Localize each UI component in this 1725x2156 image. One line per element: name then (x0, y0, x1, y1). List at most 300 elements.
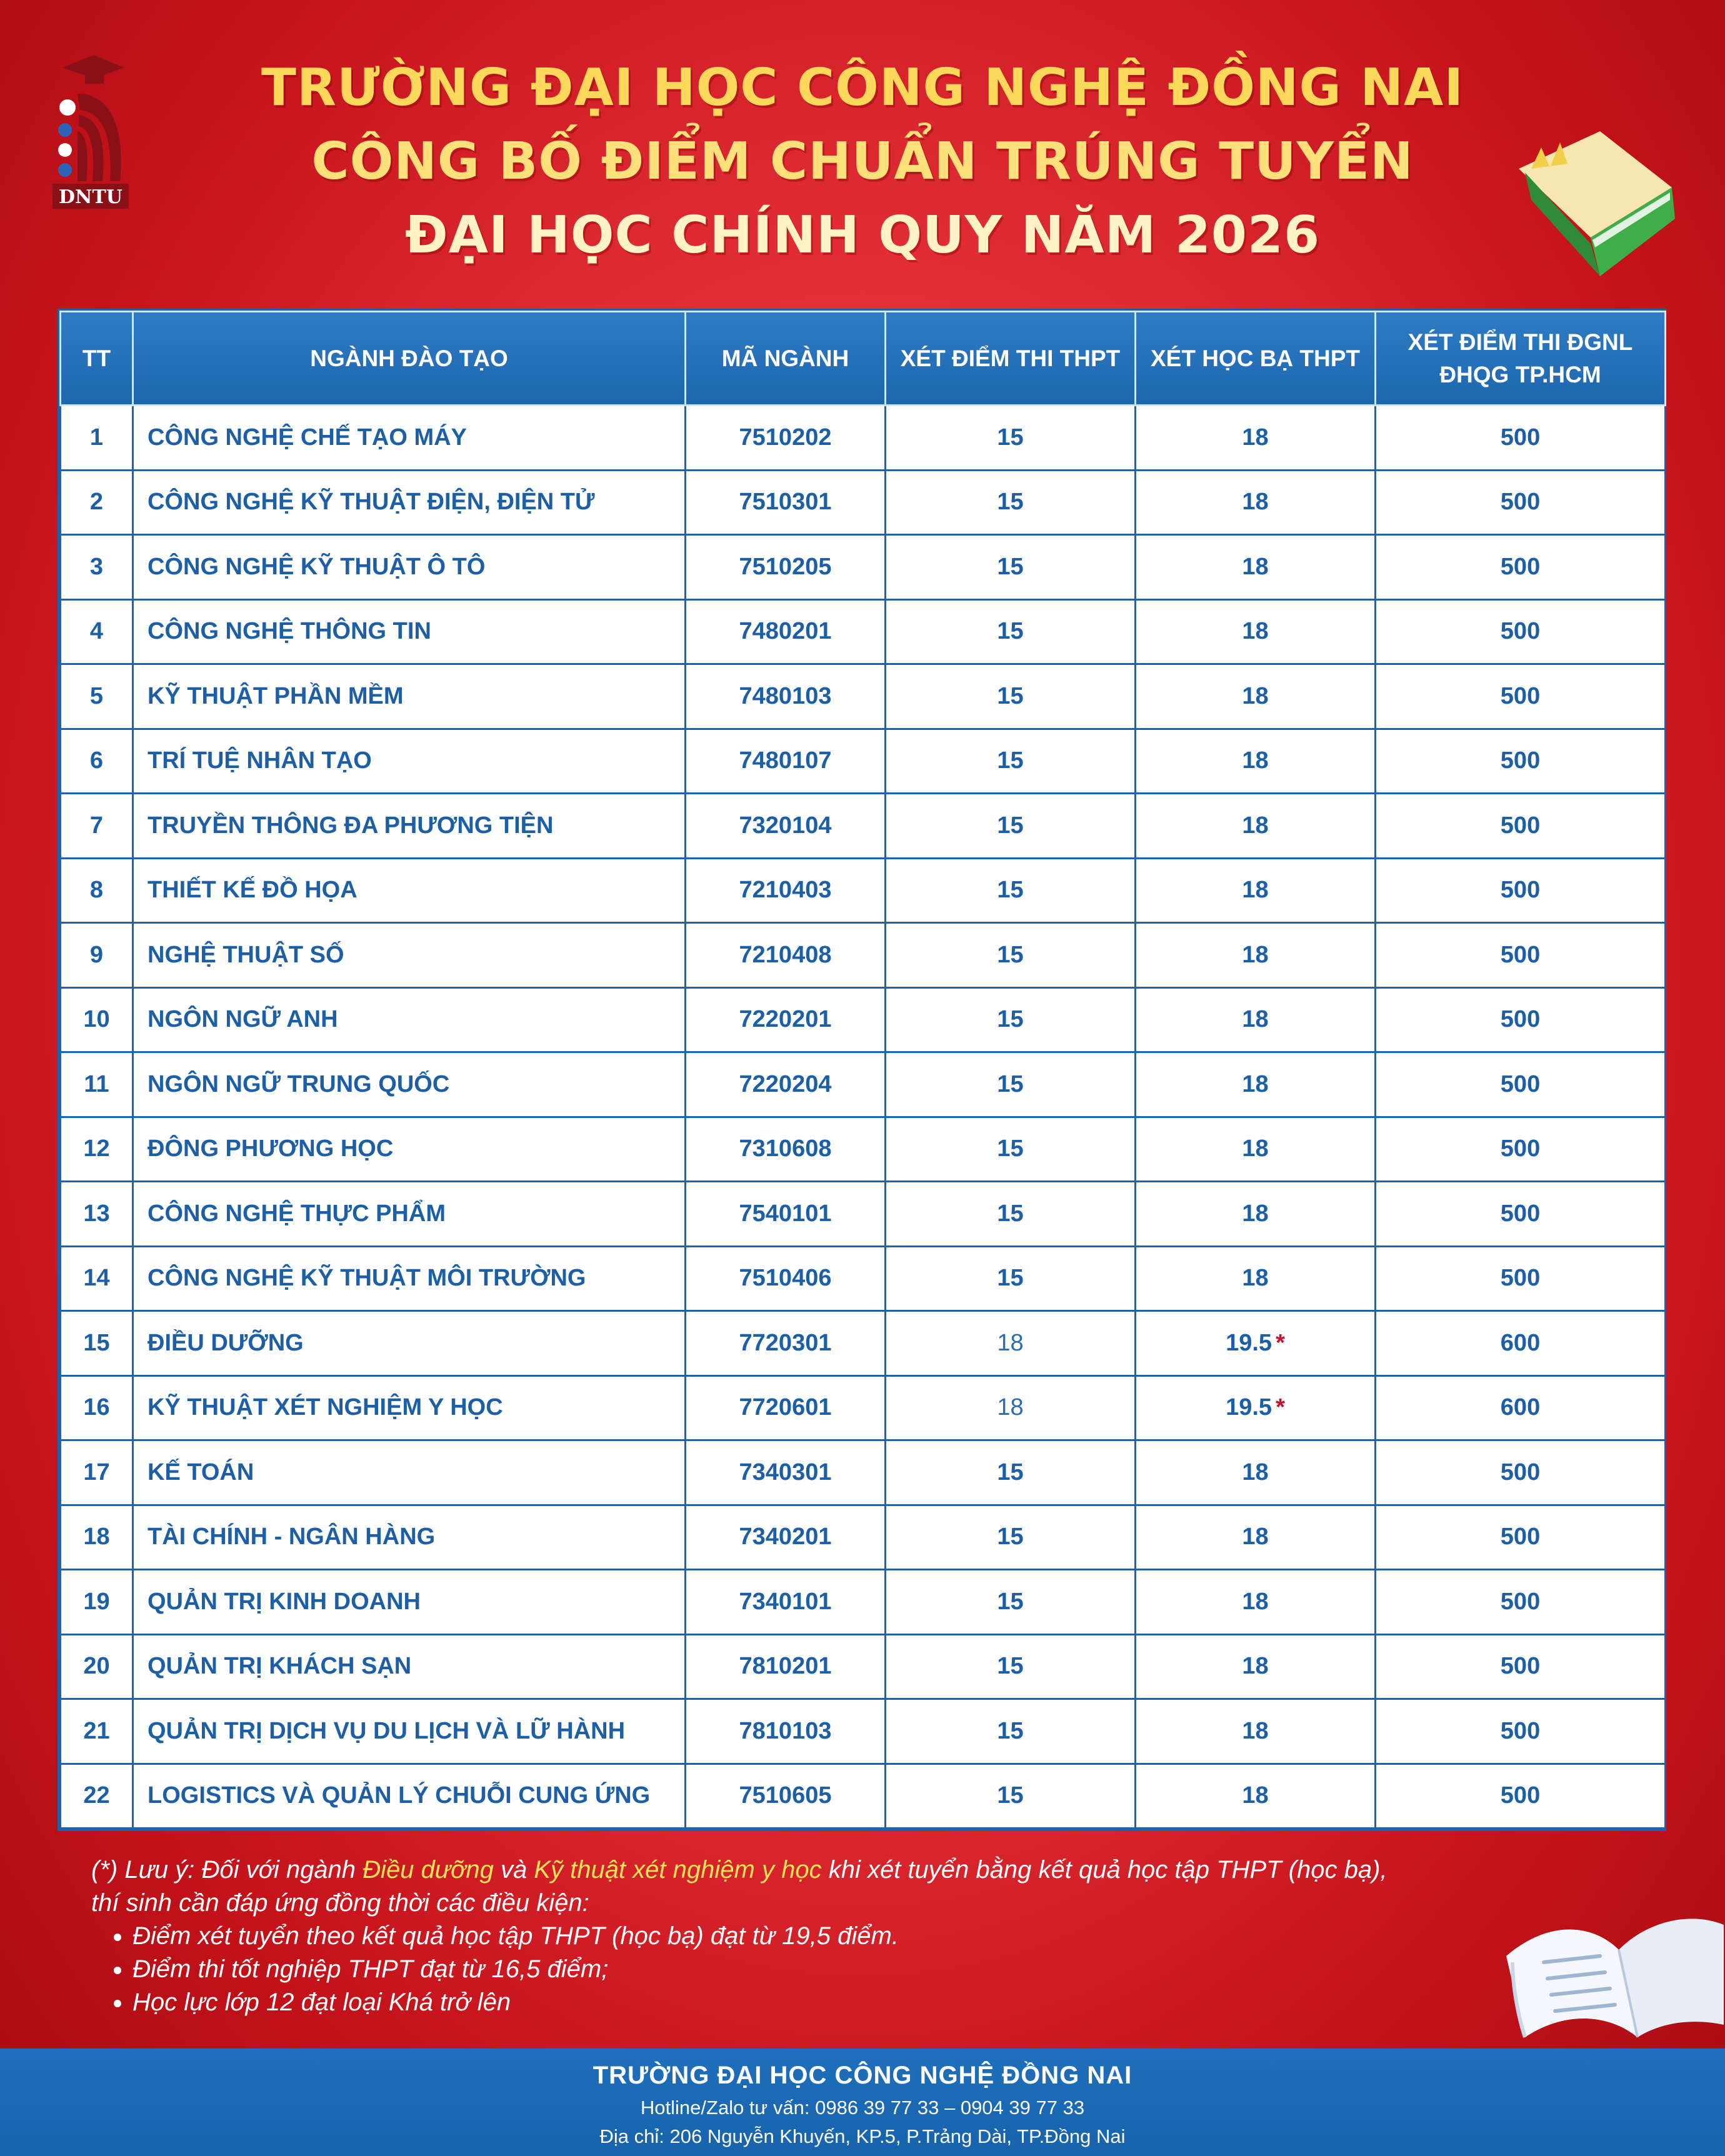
cell-transcript-score (1136, 1570, 1376, 1635)
cell-thpt-score-value: 15 (997, 1200, 1024, 1227)
cell-dgnl-score-value: 500 (1500, 1006, 1541, 1033)
admission-table (58, 309, 1666, 1831)
cell-thpt-score (886, 1764, 1136, 1829)
cell-transcript-score-value: 19.5 (1226, 1329, 1272, 1356)
cell-dgnl-score-value: 500 (1500, 1717, 1541, 1744)
cell-major (133, 1505, 686, 1570)
cell-major-value: NGÔN NGỮ TRUNG QUỐC (148, 1071, 450, 1097)
cell-transcript-score-value: 18 (1242, 682, 1269, 709)
cell-major (133, 858, 686, 923)
cell-thpt-score (886, 1375, 1136, 1440)
cell-major (133, 1182, 686, 1247)
table-row (61, 535, 1666, 600)
cell-thpt-score-value: 15 (997, 1265, 1024, 1292)
cell-transcript-score (1136, 1764, 1376, 1829)
table-row (61, 1764, 1666, 1829)
cell-transcript-score (1136, 987, 1376, 1052)
cell-major-value: TRÍ TUỆ NHÂN TẠO (148, 747, 372, 774)
cell-tt (61, 1570, 133, 1635)
asterisk-marker: * (1276, 1394, 1285, 1421)
cell-thpt-score-value: 15 (997, 1524, 1024, 1550)
cell-thpt-score (886, 599, 1136, 664)
cell-tt (61, 1699, 133, 1764)
cell-thpt-score (886, 1634, 1136, 1699)
cell-code-value: 7480201 (739, 618, 832, 645)
cell-major (133, 794, 686, 859)
cell-dgnl-score (1376, 1311, 1666, 1376)
table-row (61, 729, 1666, 794)
cell-code-value: 7340101 (739, 1588, 832, 1615)
cell-tt-value: 9 (89, 941, 104, 968)
cell-code-value: 7510406 (739, 1265, 832, 1292)
cell-major (133, 1246, 686, 1311)
cell-dgnl-score (1376, 1182, 1666, 1247)
cell-transcript-score-value: 18 (1242, 1006, 1269, 1033)
cell-tt (61, 664, 133, 729)
table-row (61, 599, 1666, 664)
cell-tt (61, 1440, 133, 1505)
cell-transcript-score-value: 18 (1242, 1071, 1269, 1097)
cell-code-value: 7310608 (739, 1135, 832, 1162)
cell-dgnl-score-value: 500 (1500, 682, 1541, 709)
cell-code (686, 1505, 886, 1570)
cell-major (133, 406, 686, 471)
cell-code (686, 406, 886, 471)
cell-code (686, 1052, 886, 1117)
header-dgnl-score: XÉT ĐIỂM THI ĐGNL ĐHQG TP.HCM (1376, 312, 1666, 406)
cell-dgnl-score-value: 500 (1500, 1588, 1541, 1615)
cell-tt (61, 729, 133, 794)
cell-code-value: 7320104 (739, 812, 832, 839)
cell-thpt-score-value: 15 (997, 1071, 1024, 1097)
note-suffix: khi xét tuyển bằng kết quả học tập THPT (học bạ), (821, 1856, 1388, 1884)
cell-dgnl-score (1376, 1699, 1666, 1764)
note-prefix: (*) Lưu ý: Đối với ngành (91, 1856, 363, 1884)
cell-transcript-score-value: 18 (1242, 1459, 1269, 1485)
cell-thpt-score-value: 18 (997, 1394, 1024, 1421)
cell-dgnl-score-value: 500 (1500, 618, 1541, 645)
cell-code-value: 7810103 (739, 1717, 832, 1744)
table-row (61, 1634, 1666, 1699)
footer-hotline: Hotline/Zalo tư vấn: 0986 39 77 33 – 0904 39 77 33 (640, 2097, 1085, 2119)
cell-dgnl-score (1376, 1634, 1666, 1699)
cell-transcript-score-value: 18 (1242, 618, 1269, 645)
table-row (61, 1052, 1666, 1117)
cell-thpt-score-value: 15 (997, 489, 1024, 516)
cell-thpt-score (886, 470, 1136, 535)
table-row (61, 1375, 1666, 1440)
cell-transcript-score-value: 18 (1242, 812, 1269, 839)
condition-list (91, 1920, 1591, 2019)
cell-tt-value: 22 (83, 1782, 110, 1809)
cell-major-value: TRUYỀN THÔNG ĐA PHƯƠNG TIỆN (148, 812, 554, 839)
table-row (61, 858, 1666, 923)
cell-major-value: QUẢN TRỊ DỊCH VỤ DU LỊCH VÀ LỮ HÀNH (148, 1717, 626, 1744)
cell-thpt-score (886, 1440, 1136, 1505)
cell-major (133, 1375, 686, 1440)
cell-tt-value: 5 (89, 682, 104, 709)
header-transcript-score: XÉT HỌC BẠ THPT (1136, 312, 1376, 406)
cell-code (686, 535, 886, 600)
cell-code (686, 923, 886, 988)
cell-major-value: QUẢN TRỊ KINH DOANH (148, 1588, 421, 1615)
table-row (61, 1699, 1666, 1764)
cell-thpt-score (886, 1311, 1136, 1376)
cell-transcript-score (1136, 1182, 1376, 1247)
cell-tt (61, 1764, 133, 1829)
header-code: MÃ NGÀNH (686, 312, 886, 406)
cell-transcript-score-value: 18 (1242, 1782, 1269, 1809)
cell-code (686, 1634, 886, 1699)
cell-thpt-score-value: 15 (997, 1717, 1024, 1744)
cell-dgnl-score (1376, 1764, 1666, 1829)
cell-tt (61, 794, 133, 859)
cell-code (686, 1570, 886, 1635)
cell-major (133, 987, 686, 1052)
cell-major (133, 1764, 686, 1829)
cell-transcript-score-value: 18 (1242, 1588, 1269, 1615)
cell-transcript-score-value: 18 (1242, 1524, 1269, 1550)
cell-tt-value: 6 (89, 747, 104, 774)
cell-dgnl-score-value: 500 (1500, 812, 1541, 839)
cell-transcript-score (1136, 1634, 1376, 1699)
title-line-2: CÔNG BỐ ĐIỂM CHUẨN TRÚNG TUYỂN (311, 132, 1414, 191)
cell-major-value: KỸ THUẬT PHẦN MỀM (148, 682, 404, 709)
cell-thpt-score (886, 535, 1136, 600)
cell-transcript-score (1136, 599, 1376, 664)
cell-thpt-score-value: 15 (997, 424, 1024, 451)
cell-tt (61, 1505, 133, 1570)
cell-tt-value: 4 (89, 618, 104, 645)
cell-dgnl-score-value: 500 (1500, 553, 1541, 580)
cell-code-value: 7480107 (739, 747, 832, 774)
cell-tt (61, 470, 133, 535)
asterisk-marker: * (1276, 1329, 1285, 1356)
cell-dgnl-score (1376, 1505, 1666, 1570)
closed-book-icon (1506, 112, 1681, 287)
cell-code-value: 7210408 (739, 941, 832, 968)
cell-major (133, 729, 686, 794)
footer-address: Địa chỉ: 206 Nguyễn Khuyến, KP.5, P.Trảng Dài, TP.Đồng Nai (599, 2125, 1126, 2147)
cell-thpt-score-value: 15 (997, 812, 1024, 839)
cell-thpt-score (886, 1182, 1136, 1247)
dntu-logo-icon (50, 50, 131, 212)
cell-major (133, 1052, 686, 1117)
cell-tt (61, 987, 133, 1052)
logo-text: DNTU (59, 186, 122, 208)
cell-major-value: ĐÔNG PHƯƠNG HỌC (148, 1135, 394, 1162)
cell-dgnl-score-value: 500 (1500, 1782, 1541, 1809)
cell-dgnl-score-value: 500 (1500, 1459, 1541, 1485)
cell-transcript-score-value: 18 (1242, 553, 1269, 580)
cell-major (133, 1311, 686, 1376)
cell-thpt-score-value: 15 (997, 682, 1024, 709)
cell-transcript-score (1136, 535, 1376, 600)
table-row (61, 1570, 1666, 1635)
table-row (61, 1182, 1666, 1247)
cell-code (686, 1182, 886, 1247)
cell-transcript-score-value: 18 (1242, 489, 1269, 516)
cell-major-value: LOGISTICS VÀ QUẢN LÝ CHUỖI CUNG ỨNG (148, 1782, 651, 1809)
cell-major-value: QUẢN TRỊ KHÁCH SẠN (148, 1653, 412, 1680)
table-row (61, 406, 1666, 471)
condition-item: • Điểm xét tuyển theo kết quả học tập THPT (học bạ) đạt từ 19,5 điểm. (132, 1920, 1591, 1953)
cell-transcript-score (1136, 1505, 1376, 1570)
cell-dgnl-score-value: 500 (1500, 1653, 1541, 1680)
cell-tt (61, 1182, 133, 1247)
cell-tt-value: 16 (83, 1394, 110, 1421)
cell-major-value: NGÔN NGỮ ANH (148, 1006, 338, 1033)
cell-code (686, 1375, 886, 1440)
condition-item: • Học lực lớp 12 đạt loại Khá trở lên (132, 1986, 1591, 2019)
cell-code (686, 858, 886, 923)
cell-transcript-score (1136, 1246, 1376, 1311)
header-major: NGÀNH ĐÀO TẠO (133, 312, 686, 406)
cell-transcript-score (1136, 1699, 1376, 1764)
title-line-1: TRƯỜNG ĐẠI HỌC CÔNG NGHỆ ĐỒNG NAI (261, 58, 1464, 117)
note-major-2: Kỹ thuật xét nghiệm y học (534, 1856, 822, 1884)
cell-tt (61, 599, 133, 664)
cell-transcript-score-value: 18 (1242, 1653, 1269, 1680)
cell-major-value: CÔNG NGHỆ KỸ THUẬT ĐIỆN, ĐIỆN TỬ (148, 489, 595, 516)
cell-thpt-score (886, 1117, 1136, 1182)
cell-dgnl-score (1376, 1246, 1666, 1311)
cell-thpt-score-value: 15 (997, 1782, 1024, 1809)
table-row (61, 923, 1666, 988)
cell-major-value: CÔNG NGHỆ KỸ THUẬT MÔI TRƯỜNG (148, 1265, 586, 1292)
cell-tt (61, 1375, 133, 1440)
cell-code (686, 664, 886, 729)
cell-code (686, 599, 886, 664)
cell-thpt-score (886, 1246, 1136, 1311)
cell-dgnl-score (1376, 1440, 1666, 1505)
cell-dgnl-score-value: 500 (1500, 1071, 1541, 1097)
cell-dgnl-score-value: 600 (1500, 1329, 1541, 1356)
cell-thpt-score (886, 1505, 1136, 1570)
cell-dgnl-score-value: 500 (1500, 1200, 1541, 1227)
cell-major (133, 1570, 686, 1635)
cell-transcript-score-value: 18 (1242, 1135, 1269, 1162)
cell-tt-value: 20 (83, 1653, 110, 1680)
cell-dgnl-score-value: 600 (1500, 1394, 1541, 1421)
cell-code (686, 1440, 886, 1505)
table-row (61, 1505, 1666, 1570)
cell-code (686, 1699, 886, 1764)
cell-major-value: KỸ THUẬT XÉT NGHIỆM Y HỌC (148, 1394, 503, 1421)
footnote (91, 1854, 1591, 2019)
cell-transcript-score (1136, 1052, 1376, 1117)
cell-transcript-score-value: 18 (1242, 941, 1269, 968)
cell-tt-value: 13 (83, 1200, 110, 1227)
cell-thpt-score-value: 15 (997, 553, 1024, 580)
title-line-3: ĐẠI HỌC CHÍNH QUY NĂM 2026 (404, 206, 1321, 265)
cell-code (686, 1117, 886, 1182)
cell-dgnl-score-value: 500 (1500, 747, 1541, 774)
cell-tt (61, 1052, 133, 1117)
cell-thpt-score-value: 15 (997, 941, 1024, 968)
cell-tt-value: 8 (89, 877, 104, 904)
cell-transcript-score-value: 19.5 (1226, 1394, 1272, 1421)
cell-major (133, 535, 686, 600)
cell-tt-value: 18 (83, 1524, 110, 1550)
cell-tt (61, 858, 133, 923)
table-row (61, 1440, 1666, 1505)
table-row (61, 1246, 1666, 1311)
cell-dgnl-score (1376, 1117, 1666, 1182)
cell-major (133, 664, 686, 729)
cell-dgnl-score (1376, 470, 1666, 535)
cell-tt (61, 535, 133, 600)
cell-major-value: TÀI CHÍNH - NGÂN HÀNG (148, 1524, 436, 1550)
cell-major (133, 923, 686, 988)
cell-tt-value: 17 (83, 1459, 110, 1485)
open-book-icon (1494, 1881, 1725, 2044)
page-footer (0, 2049, 1725, 2156)
table-row (61, 1117, 1666, 1182)
cell-transcript-score-value: 18 (1242, 424, 1269, 451)
table-row (61, 794, 1666, 859)
cell-major (133, 1117, 686, 1182)
cell-tt-value: 21 (83, 1717, 110, 1744)
note-and: và (493, 1856, 534, 1884)
cell-code-value: 7540101 (739, 1200, 832, 1227)
cell-thpt-score-value: 15 (997, 747, 1024, 774)
cell-thpt-score-value: 15 (997, 1006, 1024, 1033)
cell-thpt-score (886, 858, 1136, 923)
table-row (61, 664, 1666, 729)
footer-school-name: TRƯỜNG ĐẠI HỌC CÔNG NGHỆ ĐỒNG NAI (592, 2062, 1132, 2089)
cell-code-value: 7720301 (739, 1329, 832, 1356)
cell-tt-value: 15 (83, 1329, 110, 1356)
cell-transcript-score (1136, 664, 1376, 729)
cell-thpt-score-value: 15 (997, 618, 1024, 645)
cell-thpt-score (886, 1699, 1136, 1764)
cell-code-value: 7720601 (739, 1394, 832, 1421)
cell-tt (61, 923, 133, 988)
cell-tt-value: 11 (84, 1071, 109, 1097)
cell-tt-value: 7 (89, 812, 104, 839)
cell-transcript-score-value: 18 (1242, 877, 1269, 904)
cell-thpt-score-value: 15 (997, 1653, 1024, 1680)
cell-code (686, 1246, 886, 1311)
footnote-line-2: thí sinh cần đáp ứng đồng thời các điều kiện: (91, 1889, 589, 1917)
cell-code (686, 729, 886, 794)
cell-code (686, 1764, 886, 1829)
cell-dgnl-score-value: 500 (1500, 1265, 1541, 1292)
cell-transcript-score (1136, 1311, 1376, 1376)
cell-code-value: 7480103 (739, 682, 832, 709)
table-row (61, 987, 1666, 1052)
cell-dgnl-score (1376, 729, 1666, 794)
cell-major (133, 470, 686, 535)
cell-code-value: 7340201 (739, 1524, 832, 1550)
cell-tt (61, 1117, 133, 1182)
header-tt: TT (61, 312, 133, 406)
cell-thpt-score (886, 987, 1136, 1052)
cell-major (133, 599, 686, 664)
cell-thpt-score (886, 406, 1136, 471)
cell-major-value: NGHỆ THUẬT SỐ (148, 941, 344, 968)
cell-transcript-score (1136, 1117, 1376, 1182)
cell-code (686, 470, 886, 535)
cell-dgnl-score-value: 500 (1500, 489, 1541, 516)
cell-transcript-score-value: 18 (1242, 1717, 1269, 1744)
cell-code-value: 7220201 (739, 1006, 832, 1033)
cell-transcript-score (1136, 406, 1376, 471)
cell-thpt-score-value: 15 (997, 1459, 1024, 1485)
cell-dgnl-score (1376, 858, 1666, 923)
cell-transcript-score (1136, 729, 1376, 794)
cell-dgnl-score (1376, 1052, 1666, 1117)
cell-code-value: 7510202 (739, 424, 832, 451)
cell-transcript-score-value: 18 (1242, 747, 1269, 774)
header-thpt-score: XÉT ĐIỂM THI THPT (886, 312, 1136, 406)
cell-dgnl-score-value: 500 (1500, 1524, 1541, 1550)
cell-dgnl-score (1376, 535, 1666, 600)
cell-tt-value: 12 (83, 1135, 110, 1162)
cell-major (133, 1440, 686, 1505)
cell-code-value: 7510605 (739, 1782, 832, 1809)
cell-dgnl-score-value: 500 (1500, 877, 1541, 904)
cell-major-value: CÔNG NGHỆ THỰC PHẨM (148, 1200, 446, 1227)
cell-tt-value: 19 (83, 1588, 110, 1615)
cell-major-value: CÔNG NGHỆ THÔNG TIN (148, 618, 431, 645)
cell-dgnl-score (1376, 923, 1666, 988)
cell-tt (61, 406, 133, 471)
cell-transcript-score (1136, 470, 1376, 535)
note-major-1: Điều dưỡng (362, 1856, 494, 1884)
cell-major (133, 1699, 686, 1764)
cell-transcript-score (1136, 794, 1376, 859)
cell-tt-value: 2 (89, 489, 104, 516)
cell-code-value: 7220204 (739, 1071, 832, 1097)
cell-thpt-score (886, 1052, 1136, 1117)
cell-tt (61, 1246, 133, 1311)
cell-code (686, 794, 886, 859)
cell-thpt-score (886, 664, 1136, 729)
table-row (61, 1311, 1666, 1376)
cell-dgnl-score-value: 500 (1500, 424, 1541, 451)
cell-thpt-score (886, 1570, 1136, 1635)
cell-dgnl-score (1376, 406, 1666, 471)
cell-major-value: THIẾT KẾ ĐỒ HỌA (148, 877, 358, 904)
condition-item: • Điểm thi tốt nghiệp THPT đạt từ 16,5 điểm; (132, 1953, 1591, 1986)
cell-code-value: 7210403 (739, 877, 832, 904)
cell-thpt-score-value: 15 (997, 1135, 1024, 1162)
cell-thpt-score-value: 18 (997, 1329, 1024, 1356)
cell-dgnl-score (1376, 1570, 1666, 1635)
cell-thpt-score (886, 729, 1136, 794)
cell-code-value: 7510301 (739, 489, 832, 516)
page-header (0, 0, 1725, 294)
cell-major-value: ĐIỀU DƯỠNG (148, 1329, 304, 1356)
cell-tt (61, 1311, 133, 1376)
cell-code-value: 7340301 (739, 1459, 832, 1485)
cell-thpt-score-value: 15 (997, 877, 1024, 904)
cell-code (686, 987, 886, 1052)
cell-dgnl-score-value: 500 (1500, 1135, 1541, 1162)
cell-code-value: 7810201 (739, 1653, 832, 1680)
table-header-row (61, 312, 1666, 406)
cell-thpt-score (886, 923, 1136, 988)
cell-transcript-score (1136, 1375, 1376, 1440)
cell-tt-value: 14 (83, 1265, 110, 1292)
table-row (61, 470, 1666, 535)
cell-dgnl-score (1376, 794, 1666, 859)
cell-dgnl-score-value: 500 (1500, 941, 1541, 968)
cell-code (686, 1311, 886, 1376)
cell-major-value: KẾ TOÁN (148, 1459, 254, 1485)
